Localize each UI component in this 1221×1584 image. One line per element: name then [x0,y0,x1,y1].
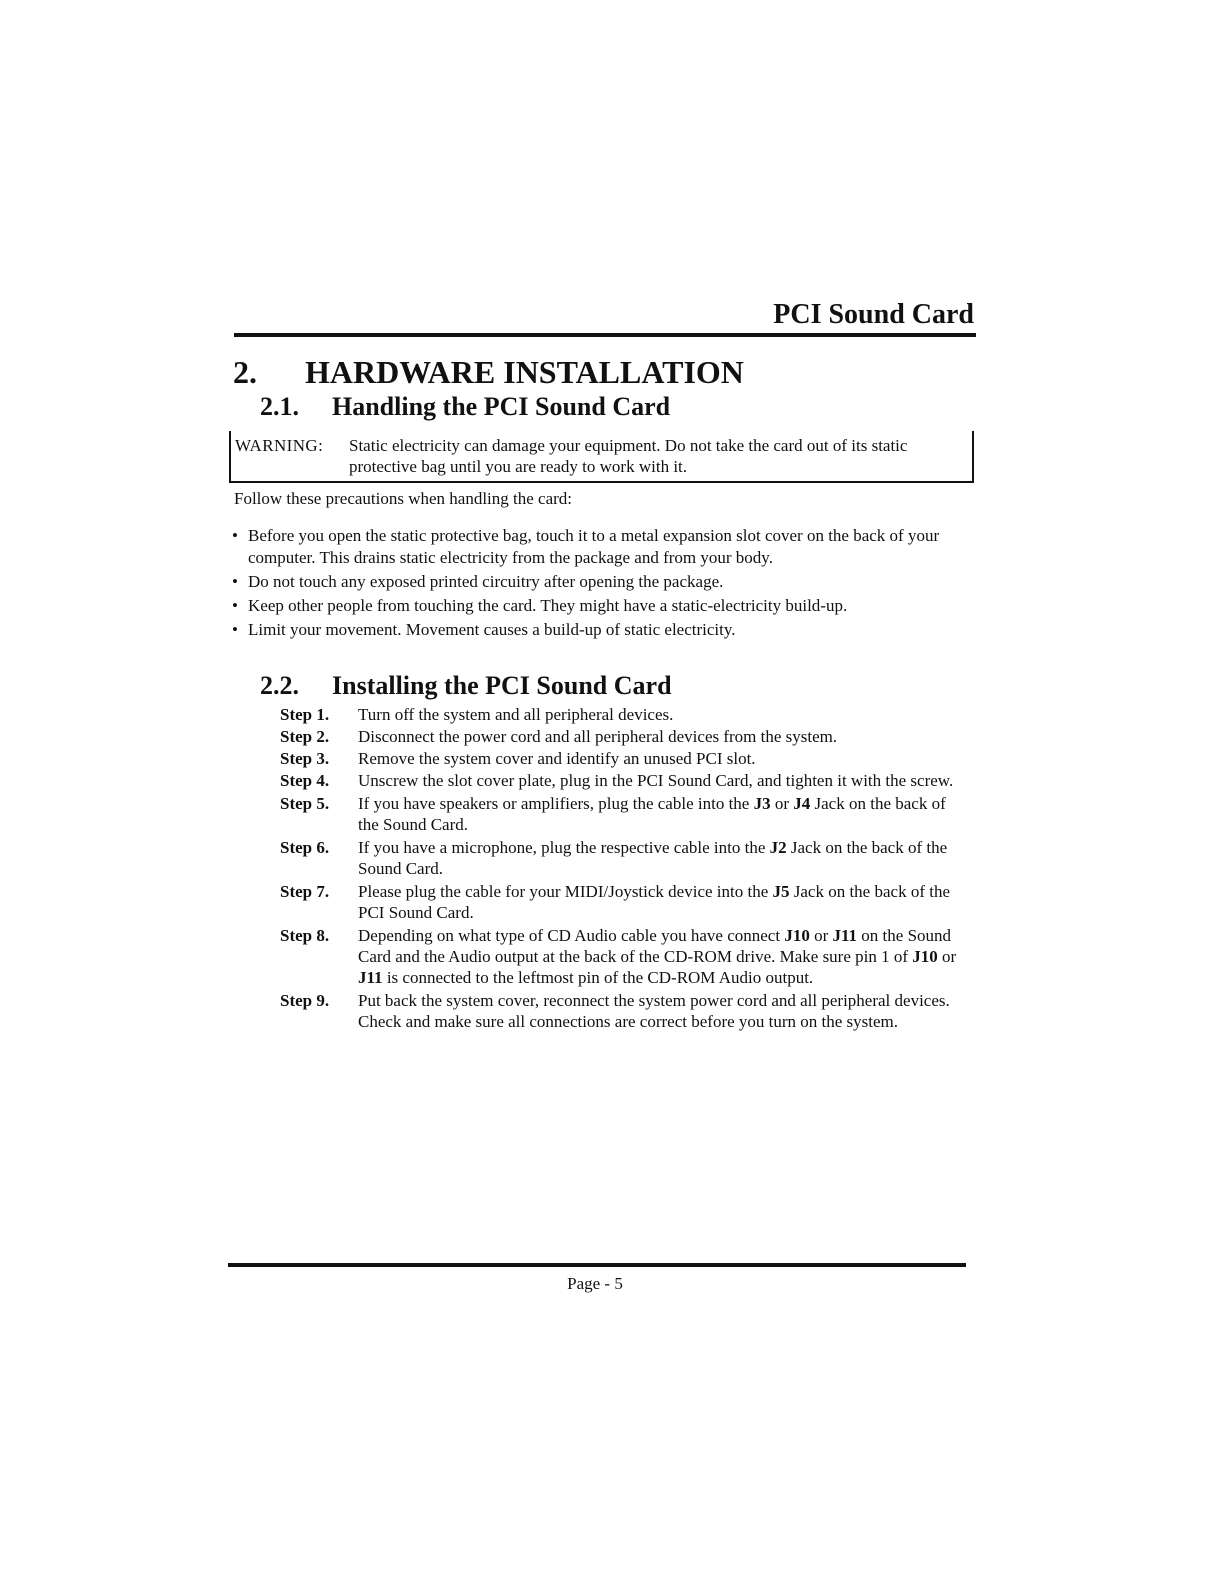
step-item [280,726,970,747]
step-item [280,881,970,923]
step-text: Please plug the cable for your MIDI/Joystick device into the J5 Jack on the back of the PCI Sound Card. [358,882,950,922]
warning-label: WARNING: [235,436,324,455]
intro-text: Follow these precautions when handling the card: [234,489,573,508]
step-text: Put back the system cover, reconnect the system power cord and all peripheral devices. Check and make sure all connections are correct before you turn on the system. [358,991,950,1031]
section-title: HARDWARE INSTALLATION [305,354,744,390]
step-text: Unscrew the slot cover plate, plug in the PCI Sound Card, and tighten it with the screw. [358,771,954,790]
list-item [232,525,972,569]
jack-label: J5 [772,882,790,901]
step-label: Step 1. [280,705,330,724]
step-item [280,748,970,769]
step-label: Step 9. [280,991,330,1010]
step-item [280,704,970,725]
jack-label: J10 [912,947,938,966]
section-number: 2. [233,354,257,390]
section-heading [233,352,744,392]
list-item [232,571,972,593]
warning-box [229,431,974,483]
jack-label: J10 [784,926,810,945]
jack-label: J4 [793,794,811,813]
step-item [280,990,970,1032]
subsection-number: 2.1. [260,392,299,421]
subsection-heading-handling [260,391,670,423]
step-item [280,925,970,988]
jack-label: J2 [769,838,787,857]
subsection-title: Handling the PCI Sound Card [332,392,671,421]
step-text: Disconnect the power cord and all peripheral devices from the system. [358,727,838,746]
step-label: Step 7. [280,882,330,901]
step-label: Step 6. [280,838,330,857]
jack-label: J11 [358,968,383,987]
step-item [280,793,970,835]
step-text: Turn off the system and all peripheral devices. [358,705,674,724]
list-item [232,619,972,641]
warning-text: Static electricity can damage your equipment. Do not take the card out of its static protective bag until you are ready to work with it. [349,436,908,476]
step-item [280,837,970,879]
step-label: Step 2. [280,727,330,746]
page-number: Page - 5 [567,1274,623,1293]
bullet-icon: • [232,572,238,591]
footer-rule [228,1263,966,1267]
step-label: Step 3. [280,749,330,768]
step-text: Remove the system cover and identify an unused PCI slot. [358,749,756,768]
step-label: Step 4. [280,771,330,790]
running-header: PCI Sound Card [773,299,974,330]
installation-steps [280,704,970,1033]
bullet-text: Do not touch any exposed printed circuitry after opening the package. [248,572,724,591]
bullet-icon: • [232,526,238,545]
step-text: If you have speakers or amplifiers, plug the cable into the J3 or J4 Jack on the back of the Sound Card. [358,794,946,834]
list-item [232,595,972,617]
bullet-icon: • [232,596,238,615]
step-item [280,770,970,791]
subsection-heading-installing [260,670,672,702]
subsection-number: 2.2. [260,671,299,700]
subsection-title: Installing the PCI Sound Card [332,671,672,700]
precautions-list [232,525,972,643]
step-text: If you have a microphone, plug the respective cable into the J2 Jack on the back of the Sound Card. [358,838,948,878]
bullet-text: Before you open the static protective bag, touch it to a metal expansion slot cover on the back of your computer. This drains static electricity from the package and from your body. [248,526,940,567]
header-rule [234,333,976,337]
bullet-text: Limit your movement. Movement causes a build-up of static electricity. [248,620,736,639]
bullet-text: Keep other people from touching the card. They might have a static-electricity build-up. [248,596,848,615]
step-label: Step 8. [280,926,330,945]
step-text: Depending on what type of CD Audio cable you have connect J10 or J11 on the Sound Card and the Audio output at the back of the CD-ROM drive. Make sure pin 1 of J10 or J11 is connected to the leftmost pin of the CD-ROM Audio output. [358,926,957,987]
jack-label: J3 [753,794,771,813]
step-label: Step 5. [280,794,330,813]
bullet-icon: • [232,620,238,639]
jack-label: J11 [832,926,858,945]
